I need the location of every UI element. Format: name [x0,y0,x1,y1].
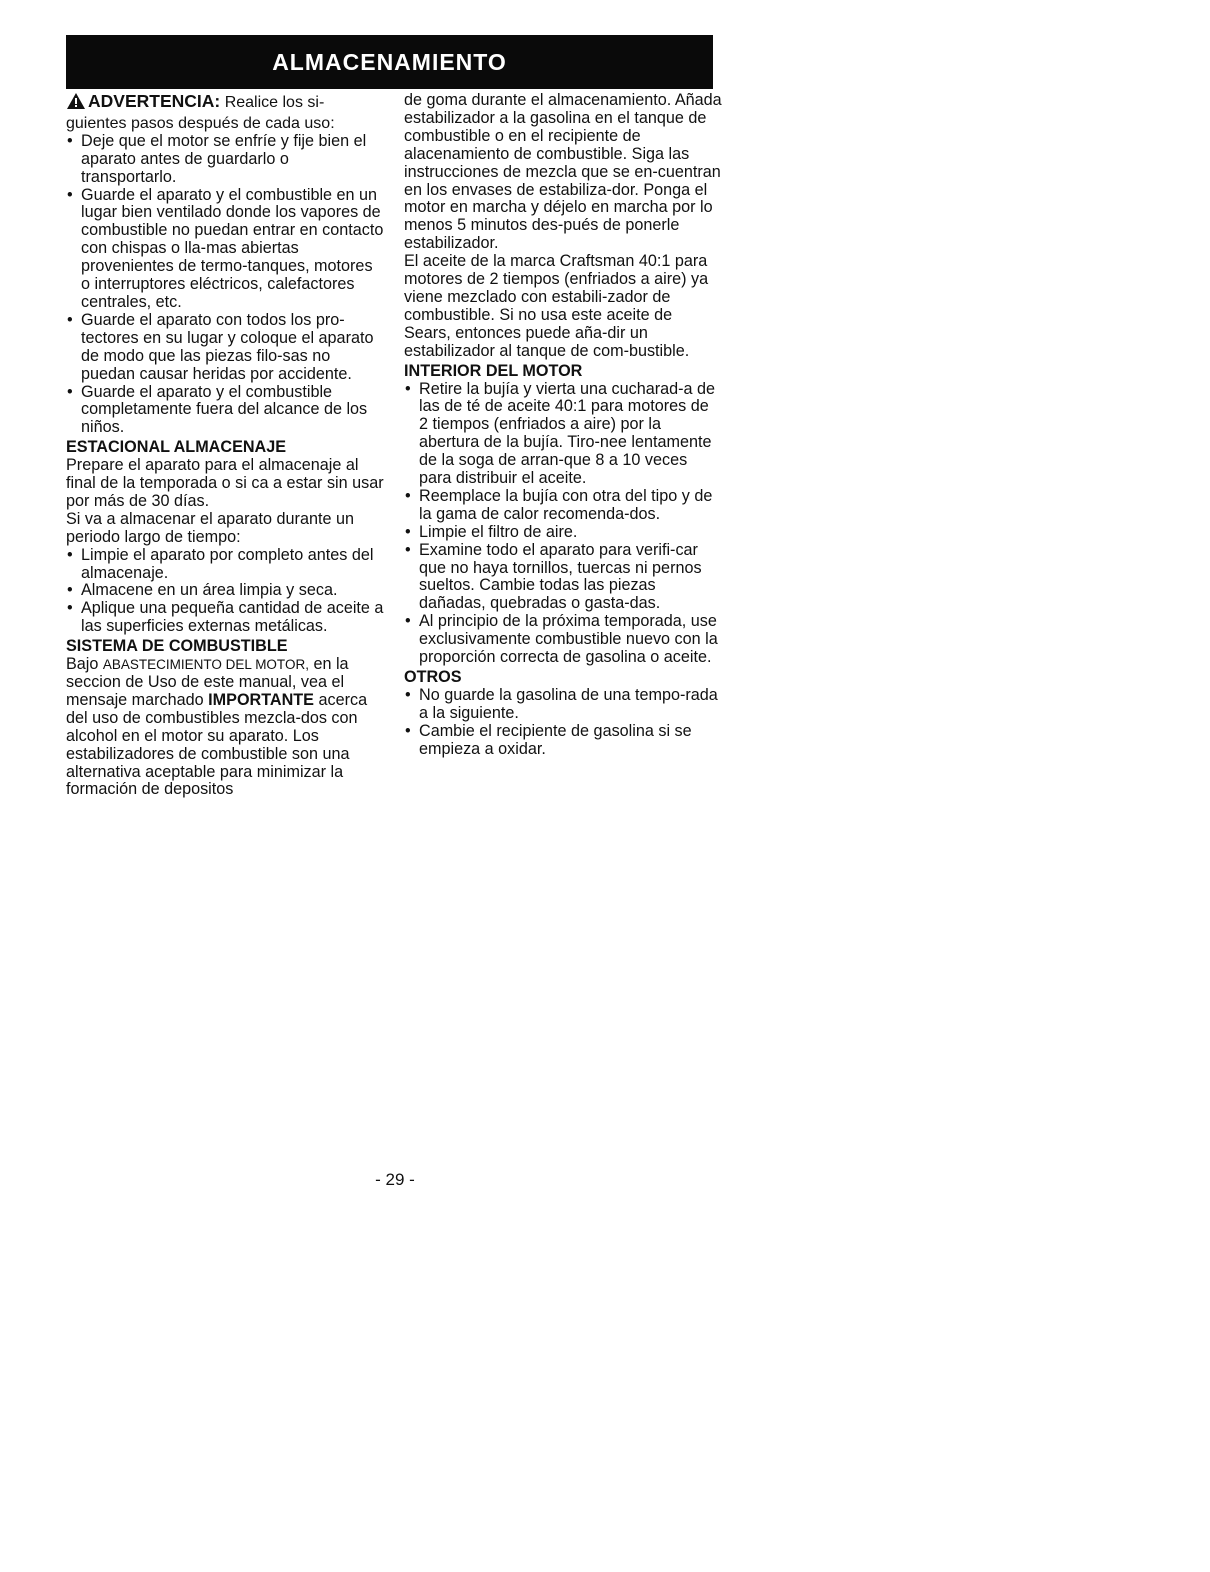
list-item: • Al principio de la próxima temporada, use exclusivamente combustible nuevo con la proporción correcta de gasolina o aceite. [404,613,722,667]
paragraph: Prepare el aparato para el almacenaje al final de la temporada o si ca a estar sin usar por más de 30 días. [66,456,384,510]
heading-interior: INTERIOR DEL MOTOR [404,361,583,380]
list-item: • Limpie el aparato por completo antes del almacenaje. [66,547,384,583]
heading-estacional: ESTACIONAL ALMACENAJE [66,438,287,457]
list-item: • Deje que el motor se enfríe y fije bien el aparato antes de guardarlo o transportarlo. [66,133,384,187]
left-column [66,92,384,799]
text-run-bold: IMPORTANTE [208,690,314,709]
heading-sistema: SISTEMA DE COMBUSTIBLE [66,637,288,656]
text-run: en la seccion de Uso de este manual, vea el mensaje marchado [66,655,349,709]
right-column [404,92,722,759]
heading-otros: OTROS [404,668,462,686]
text-run: acerca del uso de combustibles mezcla-dos con alcohol en el motor su aparato. Los estabilizadores de combustible son una alternativa aceptable para minimizar la formación de depositos [66,690,368,799]
page-number: - 29 - [375,1170,415,1189]
otros-list [404,687,722,759]
estacional-list [66,547,384,637]
list-item: • Limpie el filtro de aire. [404,524,722,542]
list-item: • Cambie el recipiente de gasolina si se empieza a oxidar. [404,723,722,759]
list-item: • Guarde el aparato y el combustible completamente fuera del alcance de los niños. [66,384,384,438]
warning-intro [66,92,384,133]
list-item: • No guarde la gasolina de una tempo-rada a la siguiente. [404,687,722,723]
paragraph: Si va a almacenar el aparato durante un periodo largo de tiempo: [66,509,354,546]
warning-label: ADVERTENCIA: [88,91,221,111]
list-item: • Retire la bujía y vierta una cucharad-a de las de té de aceite 40:1 para motores de 2 tiempos (enfriados a aire) por la abertura de la bujía. Tiro-nee lentamente de la soga de arran-que 8 a 10 veces para distribuir el aceite. [404,381,722,488]
interior-list [404,381,722,668]
warning-intro-a: Realice los si- [224,94,325,111]
list-item: • Reemplace la bujía con otra del tipo y de la gama de calor recomenda-dos. [404,488,722,524]
list-item: • Examine todo el aparato para verifi-car que no haya tornillos, tuercas ni pernos sueltos. Cambie todas las piezas dañadas, quebradas o gasta-das. [404,542,722,614]
warning-list [66,133,384,437]
paragraph: El aceite de la marca Craftsman 40:1 para motores de 2 tiempos (enfriados a aire) ya viene mezclado con estabili-zador de combustible. Si no usa este aceite de Sears, entonces puede aña-dir un estabilizador al tanque de com-bustible. [404,252,709,360]
warning-intro-b: guientes pasos después de cada uso: [66,114,335,132]
list-item: • Almacene en un área limpia y seca. [66,582,384,600]
list-item: • Guarde el aparato y el combustible en un lugar bien ventilado donde los vapores de combustible no puedan entrar en contacto con chispas o lla-mas abiertas provenientes de termo-tanques, motores o interruptores eléctricos, calefactores centrales, etc. [66,187,384,312]
page-title: ALMACENAMIENTO [272,48,507,75]
list-item: • Guarde el aparato con todos los pro-tectores en su lugar y coloque el aparato de modo que las piezas filo-sas no puedan causar heridas por accidente. [66,312,384,384]
warning-triangle-icon [66,92,86,115]
text-run-caps: ABASTECIMIENTO DEL MOTOR, [102,657,309,673]
text-run: Bajo [66,655,99,674]
list-item: • Aplique una pequeña cantidad de aceite a las superficies externas metálicas. [66,600,384,636]
section-header [66,35,713,89]
paragraph: de goma durante el almacenamiento. Añada estabilizador a la gasolina en el tanque de combustible o en el recipiente de alacenamiento de combustible. Siga las instrucciones de mezcla que se en-cuentran en los envases de estabiliza-dor. Ponga el motor en marcha y déjelo en marcha por lo menos 5 minutos des-pués de ponerle estabilizador. [404,91,722,253]
paragraph [66,656,384,799]
